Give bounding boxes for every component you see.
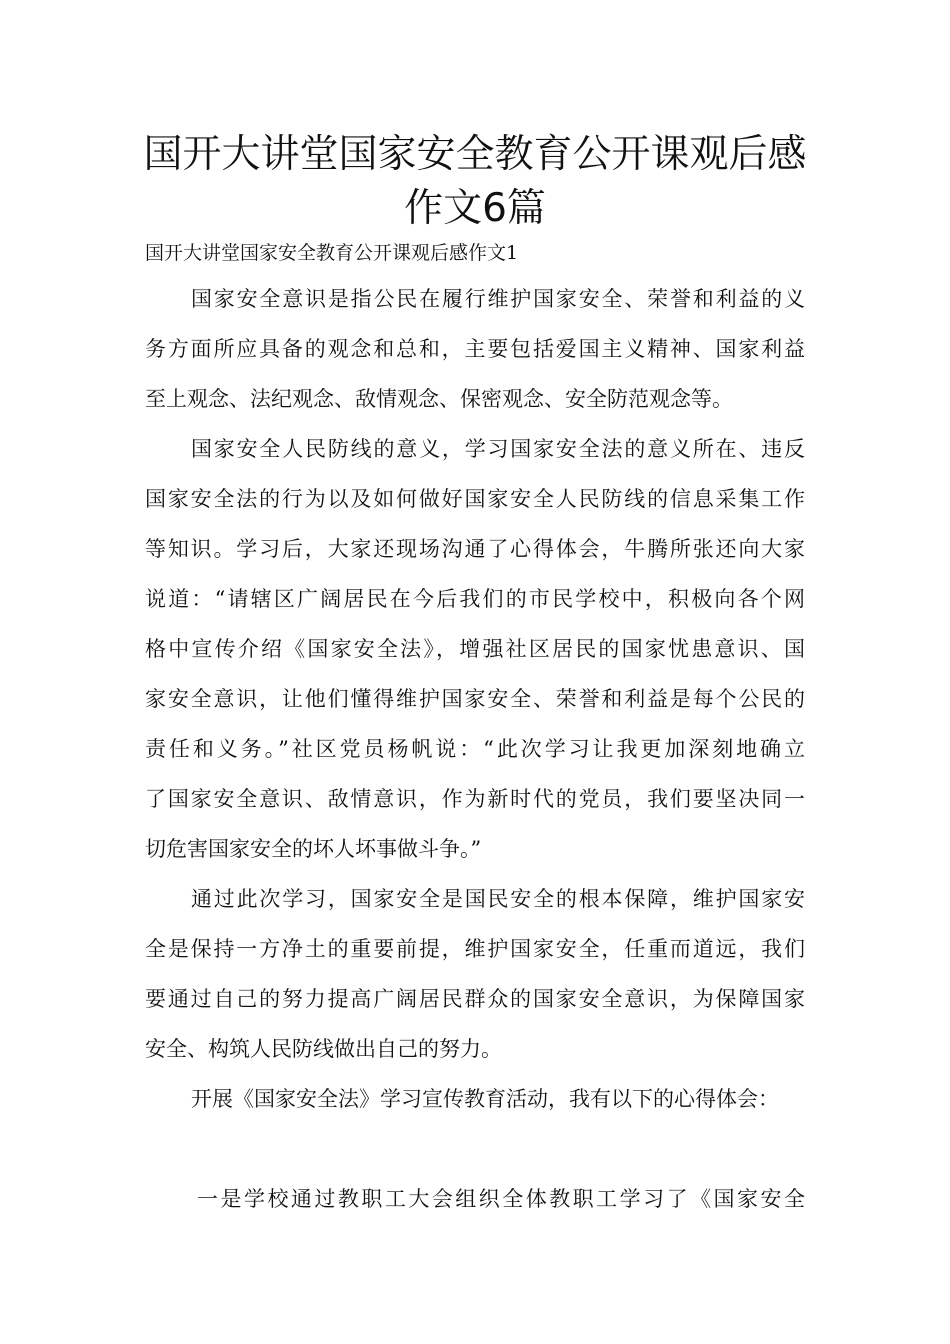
paragraph-3-line-3: 要通过自己的努力提高广阔居民群众的国家安全意识，为保障国家 [145, 987, 805, 1011]
section-heading: 国开大讲堂国家安全教育公开课观后感作文1 [145, 242, 519, 264]
paragraph-2-line-7: 责任和义务。”社区党员杨帆说：“此次学习让我更加深刻地确立 [145, 737, 805, 761]
paragraph-2-line-5: 格中宣传介绍《国家安全法》，增强社区居民的国家忧患意识、国 [145, 637, 805, 661]
paragraph-2-line-1: 国家安全人民防线的意义，学习国家安全法的意义所在、违反 [191, 437, 805, 461]
paragraph-2-line-8: 了国家安全意识、敌情意识，作为新时代的党员，我们要坚决同一 [145, 787, 805, 811]
paragraph-2-line-9: 切危害国家安全的坏人坏事做斗争。” [145, 837, 482, 861]
paragraph-3-line-4: 安全、构筑人民防线做出自己的努力。 [145, 1037, 502, 1061]
paragraph-2-line-3: 等知识。学习后，大家还现场沟通了心得体会，牛腾所张还向大家 [145, 537, 805, 561]
paragraph-2-line-2: 国家安全法的行为以及如何做好国家安全人民防线的信息采集工作 [145, 487, 805, 511]
document-title-line-1: 国开大讲堂国家安全教育公开课观后感 [143, 132, 807, 177]
paragraph-3-line-2: 全是保持一方净土的重要前提，维护国家安全，任重而道远，我们 [145, 937, 805, 961]
paragraph-1-line-2: 务方面所应具备的观念和总和，主要包括爱国主义精神、国家利益 [145, 337, 805, 361]
paragraph-2-line-4: 说道：“请辖区广阔居民在今后我们的市民学校中，积极向各个网 [145, 587, 805, 611]
paragraph-1-line-1: 国家安全意识是指公民在履行维护国家安全、荣誉和利益的义 [191, 287, 805, 311]
document-title-line-2: 作文6篇 [404, 186, 546, 231]
paragraph-4-line-1: 开展《国家安全法》学习宣传教育活动，我有以下的心得体会： [191, 1087, 779, 1111]
paragraph-3-line-1: 通过此次学习，国家安全是国民安全的根本保障，维护国家安 [191, 887, 805, 911]
paragraph-5-line-1: 一是学校通过教职工大会组织全体教职工学习了《国家安全 [197, 1187, 805, 1211]
paragraph-1-line-3: 至上观念、法纪观念、敌情观念、保密观念、安全防范观念等。 [145, 387, 733, 411]
paragraph-2-line-6: 家安全意识，让他们懂得维护国家安全、荣誉和利益是每个公民的 [145, 687, 805, 711]
